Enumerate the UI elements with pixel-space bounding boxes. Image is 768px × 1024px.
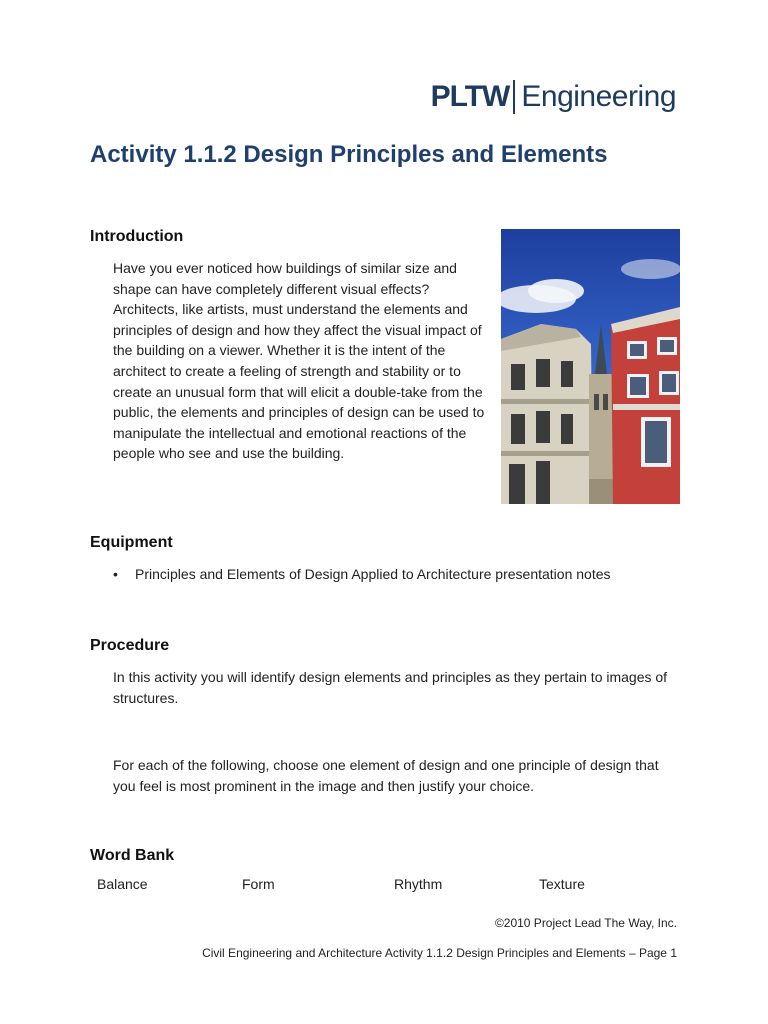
- word-bank-item: Balance: [97, 876, 148, 892]
- building-photo: [501, 229, 680, 504]
- equipment-heading: Equipment: [90, 534, 173, 551]
- logo-division: Engineering: [521, 80, 676, 113]
- procedure-paragraph-1: In this activity you will identify design elements and principles as they pertain to images of structures.: [113, 669, 668, 706]
- word-bank-item: Texture: [539, 876, 585, 892]
- procedure-heading: Procedure: [90, 637, 170, 654]
- equipment-list-item: [113, 566, 611, 582]
- word-bank-item: Form: [242, 876, 275, 892]
- introduction-text: Have you ever noticed how buildings of similar size and shape can have completely different visual effects? Architects, like artists, must understand the elements and principles of design and how they affect the visual impact of the building on a viewer. Whether it is the intent of the architect to create a feeling of strength and stability or to create an unusual form that will elicit a double-take from the public, the elements and principles of design can be used to manipulate the intellectual and emotional reactions of the people who see and use the building.: [113, 260, 485, 462]
- introduction-heading: Introduction: [90, 228, 184, 245]
- procedure-paragraph-2: For each of the following, choose one element of design and one principle of design that you feel is most prominent in the image and then justify your choice.: [113, 757, 659, 794]
- page-title: Activity 1.1.2 Design Principles and Elements: [90, 141, 608, 168]
- bullet-icon: •: [113, 566, 118, 582]
- page-footer: Civil Engineering and Architecture Activity 1.1.2 Design Principles and Elements – Page 1: [202, 946, 677, 960]
- word-bank-heading: Word Bank: [90, 847, 175, 864]
- pltw-engineering-logo: [431, 80, 676, 114]
- logo-brand: PLTW: [430, 80, 510, 113]
- logo-divider: [513, 80, 515, 114]
- equipment-item-text: Principles and Elements of Design Applied to Architecture presentation notes: [135, 566, 611, 582]
- word-bank-item: Rhythm: [394, 876, 443, 892]
- copyright-notice: ©2010 Project Lead The Way, Inc.: [494, 916, 677, 930]
